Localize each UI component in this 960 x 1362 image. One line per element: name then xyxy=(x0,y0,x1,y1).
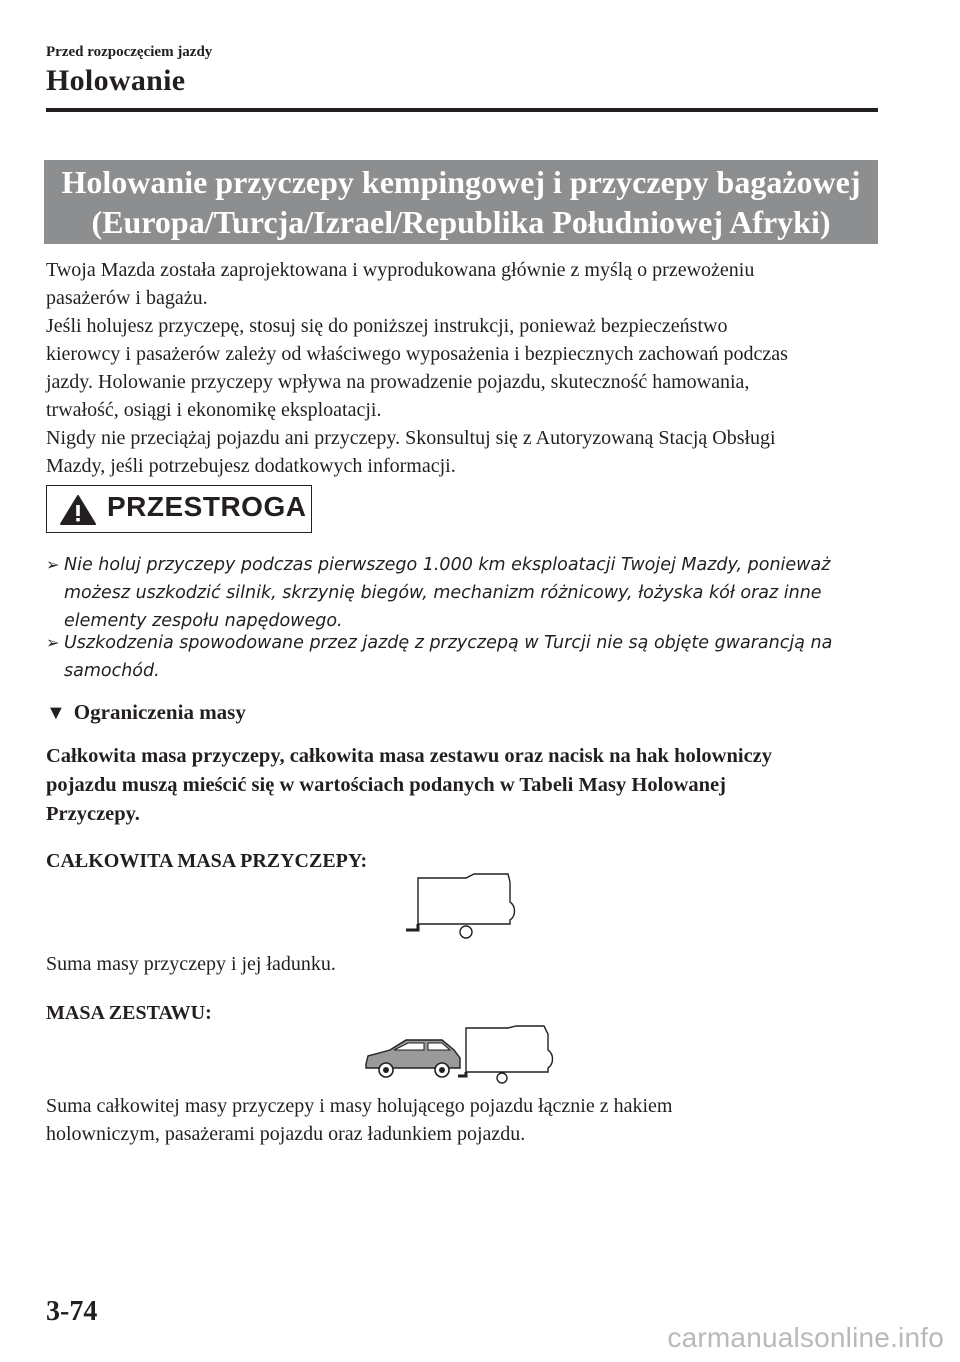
weights-intro xyxy=(46,742,886,829)
text-line: trwałość, osiągi i ekonomikę eksploatacji. xyxy=(46,399,382,421)
weights-heading xyxy=(46,700,246,725)
text-line: Mazdy, jeśli potrzebujesz dodatkowych informacji. xyxy=(46,455,456,477)
intro-paragraph-3 xyxy=(46,424,886,480)
trailer-mass-desc: Suma masy przyczepy i jej ładunku. xyxy=(46,953,336,975)
section-heading: Przed rozpoczęciem jazdy xyxy=(46,44,213,60)
car-with-trailer-icon xyxy=(362,1024,554,1086)
text-line: Uszkodzenia spowodowane przez jazdę z przyczepą w Turcji nie są objęte gwarancją na xyxy=(64,633,833,653)
text-line: Nigdy nie przeciążaj pojazdu ani przyczepy. Skonsultuj się z Autoryzowaną Stacją Obsługi xyxy=(46,427,776,449)
combo-mass-label: MASA ZESTAWU: xyxy=(46,1002,212,1024)
text-line: jazdy. Holowanie przyczepy wpływa na prowadzenie pojazdu, skuteczność hamowania, xyxy=(46,371,750,393)
page-number: 3-74 xyxy=(46,1296,98,1327)
page-title: Holowanie xyxy=(46,64,186,97)
text-line: możesz uszkodzić silnik, skrzynię biegów, mechanizm różnicowy, łożyska kół oraz inne xyxy=(64,583,822,603)
intro-paragraph-1 xyxy=(46,256,886,312)
text-line: Suma całkowitej masy przyczepy i masy holującego pojazdu łącznie z hakiem xyxy=(46,1095,673,1117)
text-line: Jeśli holujesz przyczepę, stosuj się do poniższej instrukcji, ponieważ bezpieczeństwo xyxy=(46,315,728,337)
banner-line-2: (Europa/Turcja/Izrael/Republika Południowej Afryki) xyxy=(91,204,831,240)
text-line: pojazdu muszą mieścić się w wartościach podanych w Tabeli Masy Holowanej xyxy=(46,774,726,796)
text-line: samochód. xyxy=(64,661,160,681)
caution-label: PRZESTROGA xyxy=(107,491,307,522)
caution-item-1 xyxy=(46,551,886,635)
title-rule xyxy=(46,108,878,112)
weights-heading-text: Ograniczenia masy xyxy=(73,700,246,724)
banner-line-1: Holowanie przyczepy kempingowej i przyczepy bagażowej xyxy=(61,164,861,200)
warning-triangle-icon xyxy=(59,494,97,526)
intro-paragraph-2 xyxy=(46,312,886,424)
text-line: pasażerów i bagażu. xyxy=(46,287,208,309)
caution-box xyxy=(46,485,312,533)
caution-item-2 xyxy=(46,629,886,685)
trailer-mass-label: CAŁKOWITA MASA PRZYCZEPY: xyxy=(46,850,368,872)
trailer-icon xyxy=(404,872,522,944)
text-line: Przyczepy. xyxy=(46,803,140,825)
text-line: holowniczym, pasażerami pojazdu oraz ładunkiem pojazdu. xyxy=(46,1123,526,1145)
text-line: Całkowita masa przyczepy, całkowita masa zestawu oraz nacisk na hak holowniczy xyxy=(46,745,773,767)
text-line: Nie holuj przyczepy podczas pierwszego 1.000 km eksploatacji Twojej Mazdy, ponieważ xyxy=(64,555,831,575)
watermark: carmanualsonline.info xyxy=(667,1322,944,1353)
arrowhead-bullet-icon: ➢ xyxy=(46,555,60,574)
text-line: kierowcy i pasażerów zależy od właściwego wyposażenia i bezpiecznych zachowań podczas xyxy=(46,343,788,365)
text-line: Twoja Mazda została zaprojektowana i wyprodukowana głównie z myślą o przewożeniu xyxy=(46,259,755,281)
combo-mass-desc xyxy=(46,1092,886,1148)
down-triangle-icon: ▼ xyxy=(46,702,66,724)
arrowhead-bullet-icon: ➢ xyxy=(46,633,60,652)
text-line: elementy zespołu napędowego. xyxy=(64,611,343,631)
section-banner xyxy=(44,160,878,244)
